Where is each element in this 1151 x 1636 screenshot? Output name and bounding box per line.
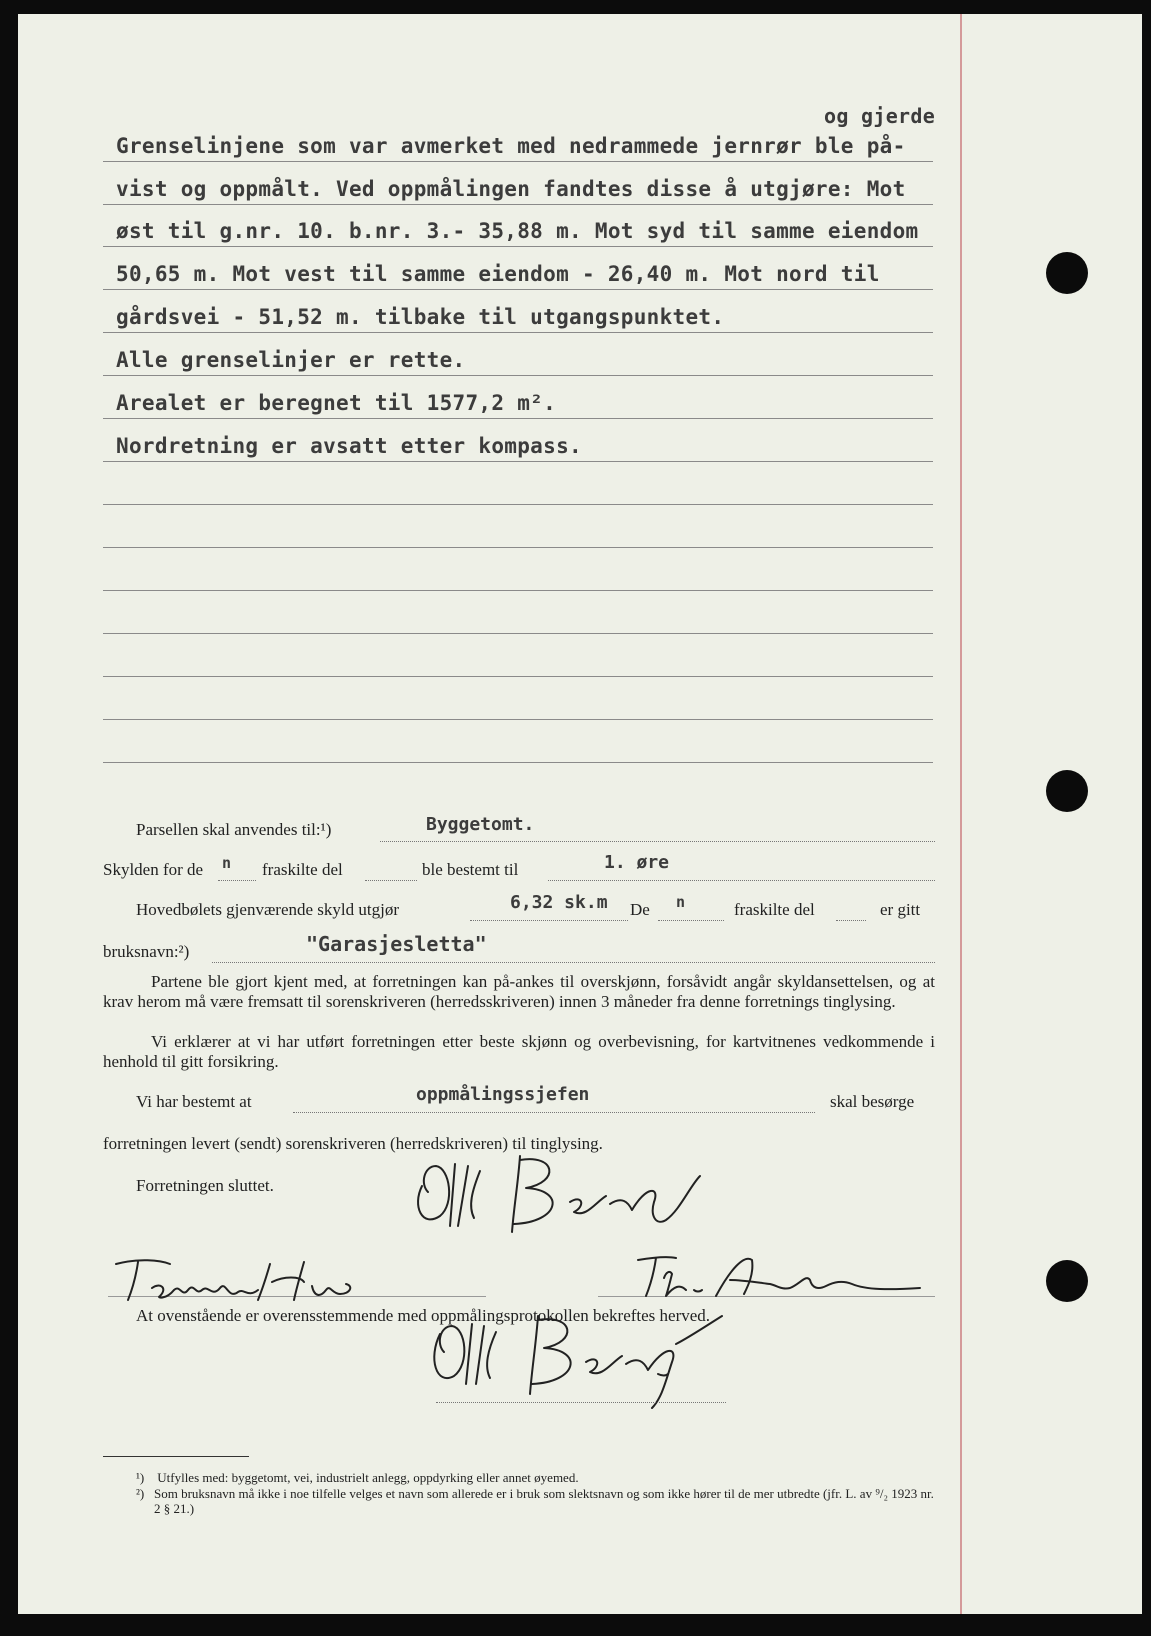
hovedbol-gitt: er gitt bbox=[880, 900, 921, 919]
insertion-text: og gjerde bbox=[824, 104, 936, 128]
bestemt-label: Vi har bestemt at bbox=[136, 1092, 252, 1111]
attest-signature-line bbox=[436, 1402, 726, 1403]
signature-stroke bbox=[258, 1262, 350, 1300]
skylden-label: Skylden for de bbox=[103, 860, 204, 879]
skylden-dots bbox=[218, 880, 256, 881]
hovedbol-n: n bbox=[676, 893, 686, 911]
footnote-text: Utfylles med: byggetomt, vei, industrielt anlegg, oppdyrking eller annet øyemed. bbox=[157, 1470, 579, 1485]
typed-line: gårdsvei - 51,52 m. tilbake til utgangspunktet. bbox=[116, 305, 725, 329]
bruksnavn-line bbox=[212, 962, 935, 963]
signature-stroke bbox=[570, 1176, 700, 1222]
attest-text: At ovenstående er overensstemmende med oppmålingsprotokollen bekreftes herved. bbox=[136, 1306, 711, 1325]
hovedbol-fraskilte: fraskilte del bbox=[734, 900, 815, 919]
signature-3 bbox=[630, 1250, 930, 1300]
typed-line: 50,65 m. Mot vest til samme eiendom - 26,40 m. Mot nord til bbox=[116, 262, 880, 286]
hovedbol-label: Hovedbølets gjenværende skyld utgjør bbox=[136, 900, 399, 919]
parsellen-line bbox=[380, 841, 935, 842]
signature-1 bbox=[410, 1146, 710, 1236]
typed-line: Nordretning er avsatt etter kompass. bbox=[116, 434, 582, 458]
typed-line: Grenselinjene som var avmerket med nedrammede jernrør ble på- bbox=[116, 134, 906, 158]
parsellen-value: Byggetomt. bbox=[426, 814, 535, 835]
hovedbol-value: 6,32 sk.m bbox=[510, 892, 608, 913]
bruksnavn-label: bruksnavn:²) bbox=[103, 942, 190, 961]
bestemt-value: oppmålingssjefen bbox=[416, 1084, 590, 1105]
footnote-divider bbox=[103, 1456, 249, 1457]
skylden-line bbox=[548, 880, 935, 881]
ruled-line bbox=[103, 676, 933, 677]
signature-stroke bbox=[512, 1156, 553, 1232]
ruled-line bbox=[103, 547, 933, 548]
signature-stroke bbox=[716, 1259, 920, 1296]
bruksnavn-value: "Garasjesletta" bbox=[306, 932, 487, 956]
hovedbol-dots bbox=[836, 920, 866, 921]
signature-stroke bbox=[638, 1257, 702, 1296]
footnote-mark: ²) bbox=[136, 1486, 145, 1501]
skylden-fraskilte: fraskilte del bbox=[262, 860, 343, 879]
typed-line: øst til g.nr. 10. b.nr. 3.- 35,88 m. Mot syd til samme eiendom bbox=[116, 219, 919, 243]
ruled-line bbox=[103, 418, 933, 419]
signature-stroke bbox=[586, 1316, 722, 1408]
signature-stroke bbox=[530, 1316, 571, 1394]
typed-line: Arealet er beregnet til 1577,2 m². bbox=[116, 391, 557, 415]
bestemt-line bbox=[293, 1112, 815, 1113]
ruled-line bbox=[103, 762, 933, 763]
ruled-line bbox=[103, 633, 933, 634]
skylden-n: n bbox=[222, 854, 232, 872]
skylden-bestemt: ble bestemt til bbox=[422, 860, 519, 879]
typed-line: vist og oppmålt. Ved oppmålingen fandtes disse å utgjøre: Mot bbox=[116, 177, 906, 201]
signature-stroke bbox=[418, 1166, 449, 1219]
punch-hole bbox=[1046, 1260, 1088, 1302]
ruled-line bbox=[103, 504, 933, 505]
signature-stroke bbox=[658, 1374, 668, 1376]
ruled-line bbox=[103, 719, 933, 720]
skylden-value: 1. øre bbox=[604, 852, 670, 873]
signature-stroke bbox=[434, 1326, 464, 1378]
signature-4 bbox=[426, 1304, 726, 1414]
ruled-line bbox=[103, 246, 933, 247]
appeal-paragraph: Partene ble gjort kjent med, at forretningen kan på-ankes til overskjønn, forsåvidt angår skyldansettelsen, og at krav herom må være fremsatt til sorenskriveren (herredsskriveren) innen 3 måneder fra denne forretnings tinglysing. bbox=[103, 972, 935, 1011]
signature-2 bbox=[108, 1254, 368, 1304]
margin-line bbox=[960, 14, 962, 1614]
hovedbol-dots bbox=[658, 920, 724, 921]
besorge-text: skal besørge bbox=[830, 1092, 915, 1111]
ruled-line bbox=[103, 375, 933, 376]
footnote-1 bbox=[136, 1470, 936, 1485]
ruled-line bbox=[103, 204, 933, 205]
declaration-paragraph: Vi erklærer at vi har utført forretningen etter beste skjønn og overbevisning, for kartvitnenes vedkommende i henhold til gitt forsikring. bbox=[103, 1032, 935, 1071]
hovedbol-de: De bbox=[630, 900, 650, 919]
footnote-mark: ¹) bbox=[136, 1470, 145, 1485]
ruled-line bbox=[103, 332, 933, 333]
signature-stroke bbox=[450, 1164, 480, 1226]
typed-line: Alle grenselinjer er rette. bbox=[116, 348, 466, 372]
ruled-line bbox=[103, 590, 933, 591]
document-page bbox=[18, 14, 1142, 1614]
punch-hole bbox=[1046, 770, 1088, 812]
sluttet-text: Forretningen sluttet. bbox=[136, 1176, 274, 1195]
footnote-2 bbox=[136, 1486, 936, 1516]
parsellen-label: Parsellen skal anvendes til:¹) bbox=[136, 820, 332, 839]
ruled-line bbox=[103, 461, 933, 462]
levert-text: forretningen levert (sendt) sorenskriveren (herredskriveren) til tinglysing. bbox=[103, 1134, 603, 1153]
signature-stroke bbox=[116, 1260, 258, 1300]
footnote-text: Som bruksnavn må ikke i noe tilfelle velges et navn som allerede er i bruk som slektsnavn og som ikke hører til de mer utbredte (jfr. L. av ⁹/₂ 1923 nr. 2 § 21.) bbox=[154, 1486, 934, 1516]
punch-hole bbox=[1046, 252, 1088, 294]
hovedbol-line bbox=[470, 920, 628, 921]
ruled-line bbox=[103, 161, 933, 162]
skylden-dots bbox=[365, 880, 417, 881]
ruled-line bbox=[103, 289, 933, 290]
signature-stroke bbox=[466, 1324, 496, 1384]
